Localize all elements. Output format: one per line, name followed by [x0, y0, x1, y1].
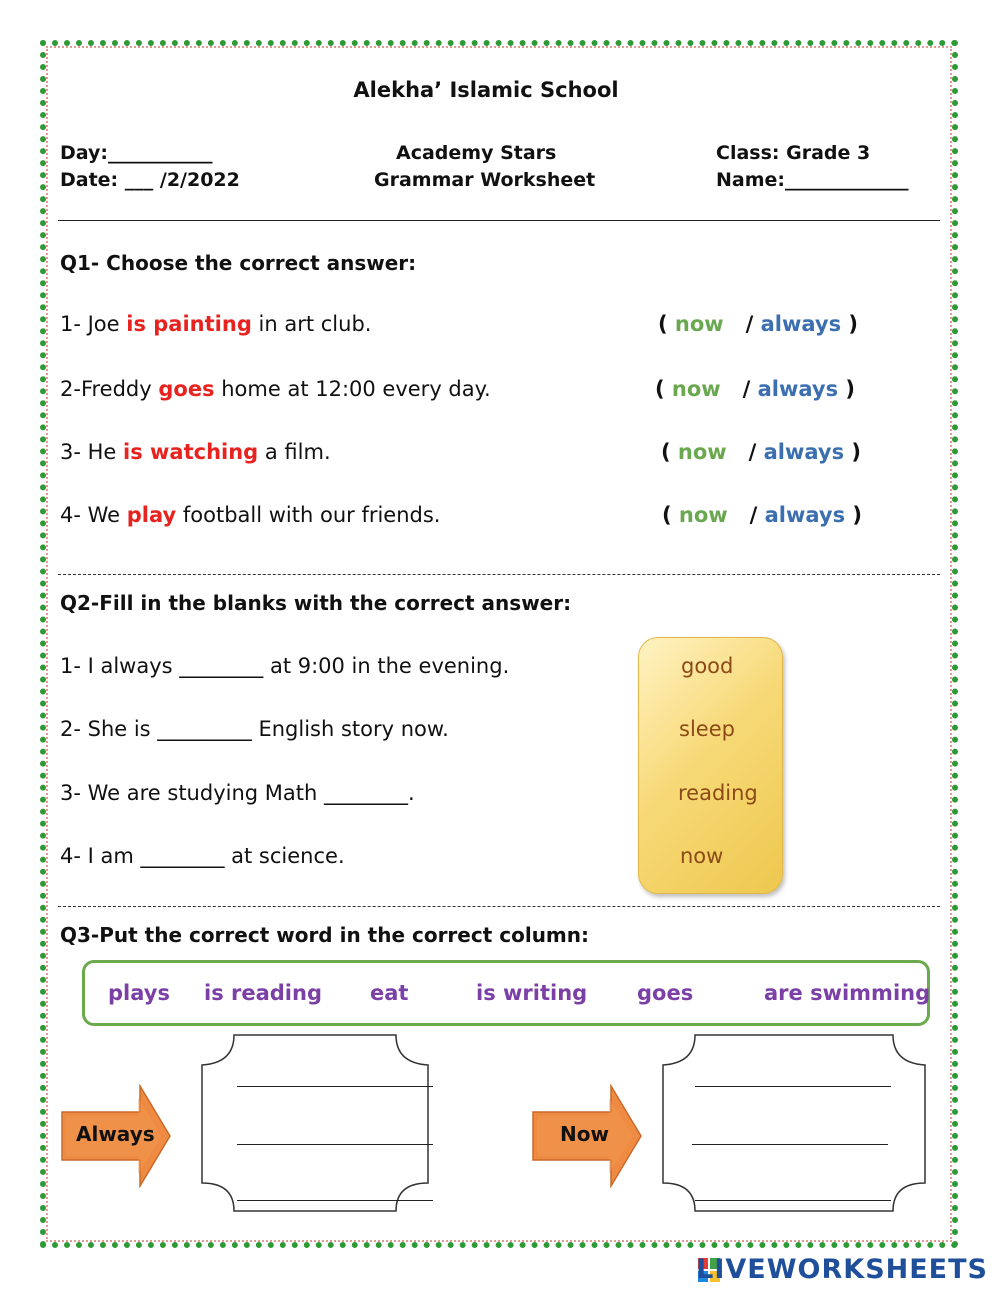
- now-blank-2[interactable]: [692, 1144, 888, 1145]
- q1-item-3: 3- He is watching a film.: [60, 440, 331, 464]
- q1-choice-2[interactable]: ( now / always ): [655, 377, 856, 401]
- bank-word-good: good: [681, 654, 734, 678]
- now-blank-3[interactable]: [695, 1200, 891, 1201]
- section-divider-1: [58, 574, 940, 575]
- name-field: Name:_____________: [716, 169, 909, 191]
- always-blank-2[interactable]: [237, 1144, 433, 1145]
- q1-choice-3[interactable]: ( now / always ): [661, 440, 862, 464]
- always-label: Always: [76, 1122, 155, 1146]
- q3-word-is-writing[interactable]: is writing: [476, 981, 588, 1005]
- q3-title: Q3-Put the correct word in the correct column:: [60, 923, 590, 947]
- q1-item-1: 1- Joe is painting in art club.: [60, 312, 372, 336]
- always-answer-frame: [200, 1033, 430, 1213]
- day-field: Day:___________: [60, 142, 213, 164]
- section-divider-2: [58, 906, 940, 907]
- q3-word-plays[interactable]: plays: [108, 981, 170, 1005]
- q1-item-4: 4- We play football with our friends.: [60, 503, 441, 527]
- school-title: Alekha’ Islamic School: [353, 78, 619, 102]
- bank-word-now: now: [680, 844, 724, 868]
- q3-word-goes[interactable]: goes: [637, 981, 694, 1005]
- header-divider: [58, 220, 940, 221]
- q2-title: Q2-Fill in the blanks with the correct answer:: [60, 591, 572, 615]
- q2-item-4[interactable]: 4- I am ________ at science.: [60, 844, 345, 868]
- course-title: Academy Stars: [396, 142, 557, 164]
- q3-word-are-swimming[interactable]: are swimming: [764, 981, 931, 1005]
- now-blank-1[interactable]: [695, 1086, 891, 1087]
- q3-word-is-reading[interactable]: is reading: [204, 981, 322, 1005]
- class-field: Class: Grade 3: [716, 142, 871, 164]
- now-label: Now: [560, 1122, 609, 1146]
- worksheet-title: Grammar Worksheet: [374, 169, 596, 191]
- q3-word-eat[interactable]: eat: [370, 981, 409, 1005]
- bank-word-reading: reading: [678, 781, 758, 805]
- always-blank-3[interactable]: [237, 1200, 433, 1201]
- q2-item-3[interactable]: 3- We are studying Math ________.: [60, 781, 415, 805]
- always-blank-1[interactable]: [237, 1086, 433, 1087]
- q1-choice-4[interactable]: ( now / always ): [662, 503, 863, 527]
- q2-item-1[interactable]: 1- I always ________ at 9:00 in the evening.: [60, 654, 510, 678]
- q1-title: Q1- Choose the correct answer:: [60, 251, 417, 275]
- q1-item-2: 2-Freddy goes home at 12:00 every day.: [60, 377, 491, 401]
- now-answer-frame: [661, 1033, 927, 1213]
- q2-item-2[interactable]: 2- She is _________ English story now.: [60, 717, 449, 741]
- date-field: Date: ___ /2/2022: [60, 169, 240, 191]
- bank-word-sleep: sleep: [679, 717, 735, 741]
- q1-choice-1[interactable]: ( now / always ): [658, 312, 859, 336]
- liveworksheets-brand: LIVEWORKSHEETS: [696, 1254, 988, 1285]
